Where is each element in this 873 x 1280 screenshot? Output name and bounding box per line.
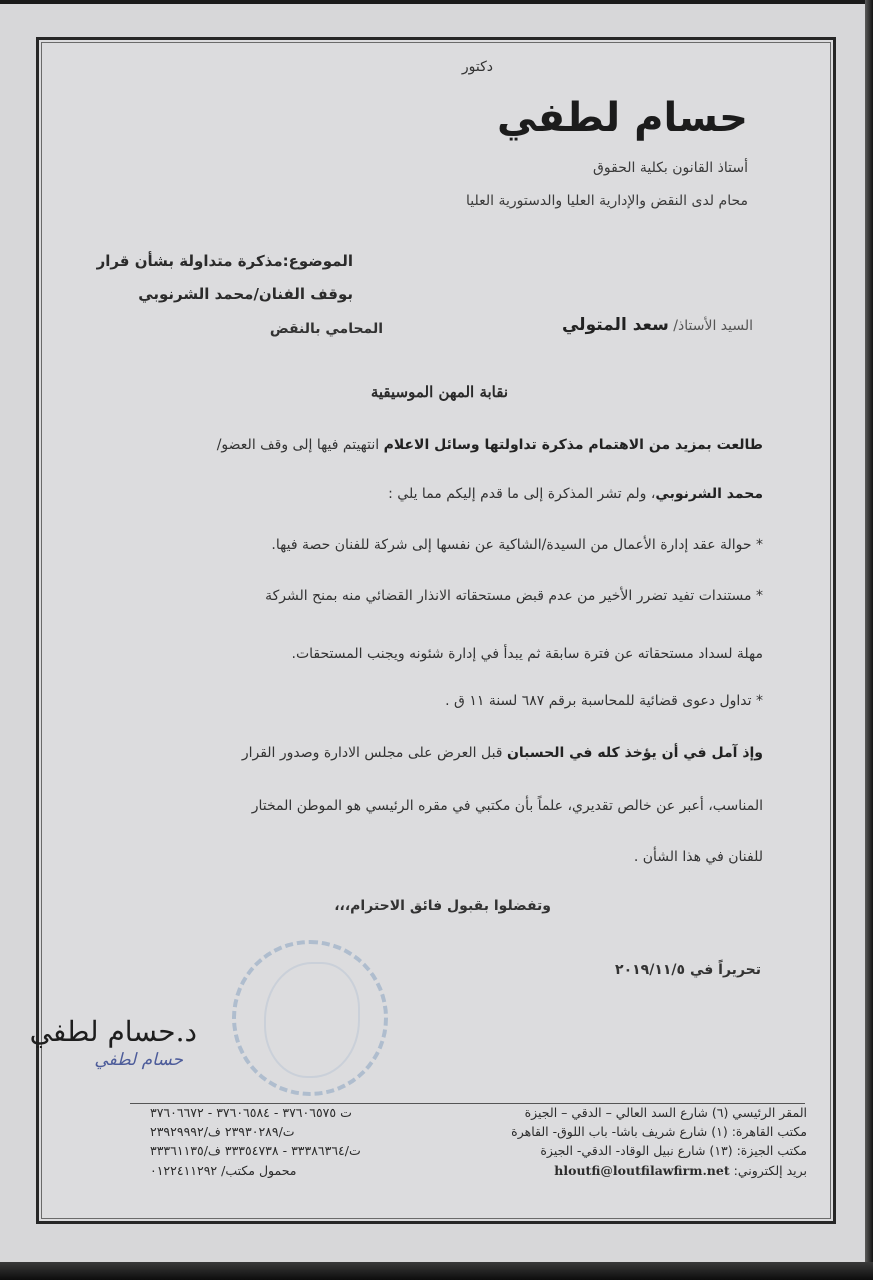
subject-line-2: بوقف الفنان/محمد الشرنوبي	[138, 285, 353, 303]
bullet-item: * تداول دعوى قضائية للمحاسبة برقم ٦٨٧ لسنة ١١ ق .	[445, 693, 763, 709]
signature-typed-name: د.حسام لطفي	[29, 1015, 197, 1048]
footer-main-phones: ت ٣٧٦٠٦٥٧٥ - ٣٧٦٠٦٥٨٤ - ٣٧٦٠٦٦٧٢	[150, 1105, 352, 1120]
body-text: ، ولم تشر المذكرة إلى ما قدم إليكم مما يلي :	[388, 486, 656, 502]
photo-bottom-edge	[0, 1262, 873, 1280]
body-bold-text: طالعت بمزيد من الاهتمام مذكرة تداولتها وسائل الاعلام	[383, 437, 763, 453]
footer-giza-office: مكتب الجيزة: (١٣) شارع نبيل الوقاد- الدقي- الجيزة	[540, 1143, 807, 1158]
footer-cairo-phones: ت/٢٣٩٣٠٢٨٩ ف/٢٣٩٢٩٩٩٢	[150, 1124, 295, 1139]
footer-main-office: المقر الرئيسي (٦) شارع السد العالي – الدقي – الجيزة	[524, 1105, 807, 1120]
bullet-item: * مستندات تفيد تضرر الأخير من عدم قبض مستحقاته الانذار القضائي منه بمنح الشركة	[265, 588, 763, 604]
recipient	[562, 315, 753, 335]
author-name: حسام لطفي	[496, 95, 748, 141]
member-name: محمد الشرنوبي	[655, 486, 763, 502]
footer-giza-phones: ت/٣٣٣٨٦٣٦٤ - ٣٣٣٥٤٧٣٨ ف/٣٣٣٦١١٣٥	[150, 1143, 361, 1158]
closing-greeting: وتفضلوا بقبول فائق الاحترام،،،	[334, 898, 551, 914]
stamp-seal-icon	[232, 940, 388, 1096]
recipient-salutation: السيد الأستاذ/	[673, 318, 753, 334]
footer-mobile: محمول مكتب/ ٠١٢٢٤١١٢٩٢	[150, 1163, 297, 1178]
body-bold-text: وإذ آمل في أن يؤخذ كله في الحسبان	[506, 745, 763, 761]
doctor-label: دكتور	[461, 59, 493, 75]
body-paragraph-line	[242, 745, 763, 761]
subject-line-1: الموضوع:مذكرة متداولة بشأن قرار	[96, 252, 353, 270]
footer-email-label: بريد إلكتروني:	[733, 1163, 807, 1178]
footer-email-link[interactable]: hloutfi@loutfilawfirm.net	[554, 1163, 730, 1178]
body-paragraph-line	[217, 437, 763, 453]
body-paragraph-line: المناسب، أعبر عن خالص تقديري، علماً بأن مكتبي في مقره الرئيسي هو الموطن المختار	[251, 798, 763, 814]
organization-title: نقابة المهن الموسيقية	[370, 383, 508, 401]
seal-emblem-icon	[264, 962, 360, 1078]
bullet-item: * حوالة عقد إدارة الأعمال من السيدة/الشاكية عن نفسها إلى شركة للفنان حصة فيها.	[271, 537, 763, 553]
document-date: تحريراً في ٢٠١٩/١١/٥	[615, 962, 761, 978]
body-text: انتهيتم فيها إلى وقف العضو/	[216, 437, 384, 453]
footer-divider	[130, 1103, 805, 1104]
handwritten-signature: حسام لطفي	[94, 1050, 183, 1070]
photo-right-edge	[865, 0, 873, 1280]
footer-cairo-office: مكتب القاهرة: (١) شارع شريف باشا- باب اللوق- القاهرة	[511, 1124, 807, 1139]
body-paragraph-line	[388, 486, 763, 502]
bullet-item-continued: مهلة لسداد مستحقاته عن فترة سابقة ثم يبدأ في إدارة شئونه ويجنب المستحقات.	[291, 646, 763, 662]
recipient-name: سعد المتولي	[561, 315, 669, 335]
footer-email-line	[554, 1163, 807, 1178]
recipient-role: المحامي بالنقض	[269, 321, 383, 337]
body-paragraph-line: للفنان في هذا الشأن .	[633, 849, 763, 865]
body-text: قبل العرض على مجلس الادارة وصدور القرار	[241, 745, 507, 761]
author-title-professor: أستاذ القانون بكلية الحقوق	[593, 160, 748, 176]
photo-top-edge	[0, 0, 873, 4]
author-title-lawyer: محام لدى النقض والإدارية العليا والدستورية العليا	[466, 193, 748, 209]
